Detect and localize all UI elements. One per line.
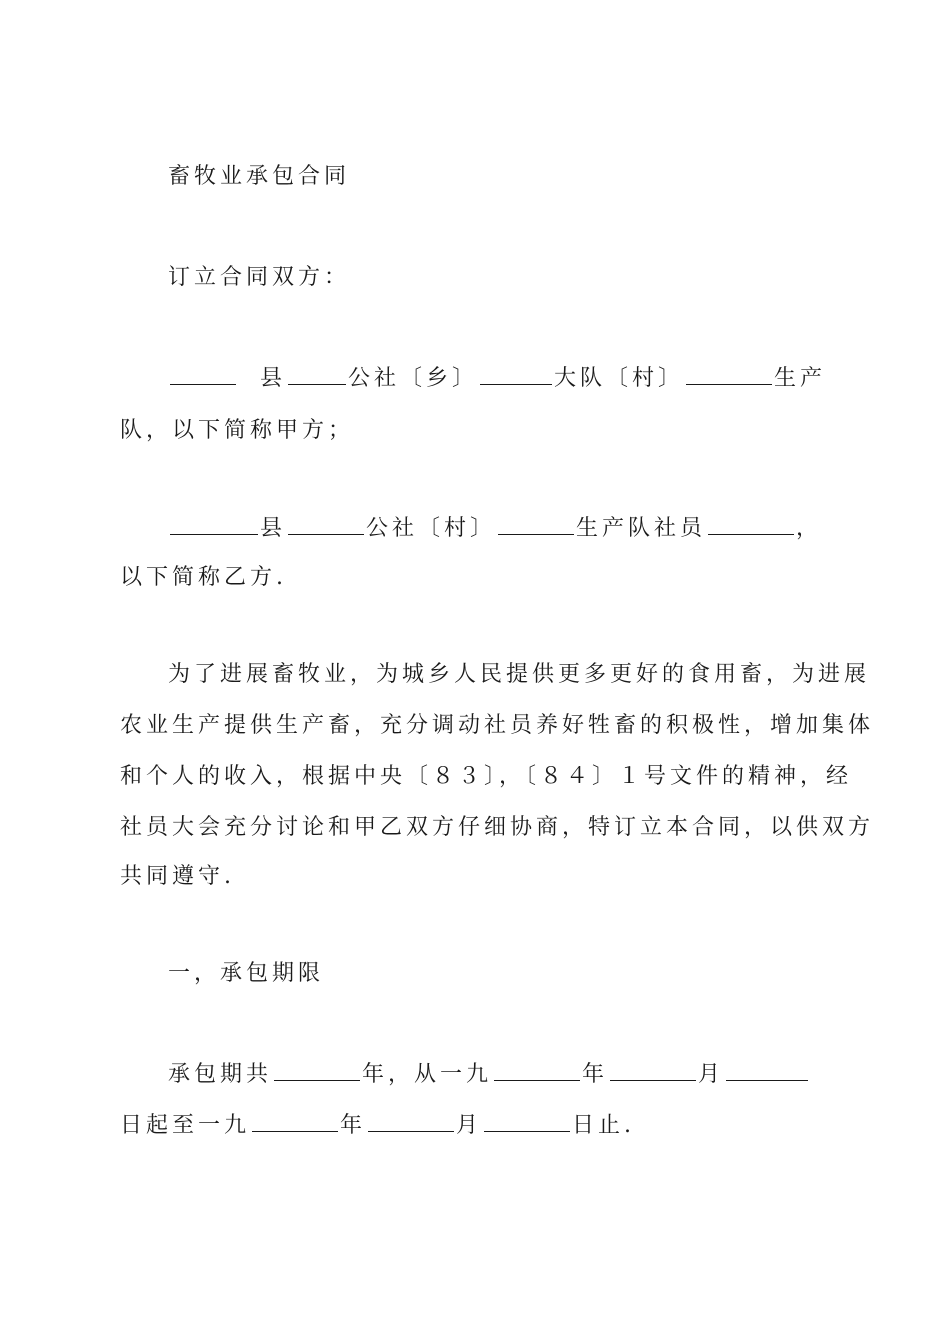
start-day-blank[interactable] [726, 1060, 808, 1081]
member-name-blank[interactable] [708, 514, 794, 535]
team-blank[interactable] [686, 364, 772, 385]
commune-blank[interactable] [288, 514, 364, 535]
end-month-blank[interactable] [368, 1111, 454, 1132]
team-blank[interactable] [498, 514, 574, 535]
party-b-team-label: 生产队社员 [576, 516, 707, 541]
party-a-line-2: 队，以下简称甲方； [120, 418, 355, 443]
section-1-heading: 一，承包期限 [168, 961, 325, 986]
party-b-comma: ， [796, 516, 823, 541]
party-b-line [168, 514, 822, 542]
term-label-g: 月 [456, 1113, 483, 1138]
end-year-blank[interactable] [252, 1111, 338, 1132]
term-label-h: 日止. [572, 1113, 636, 1138]
document-title: 畜牧业承包合同 [168, 164, 351, 189]
commune-blank[interactable] [288, 364, 346, 385]
start-month-blank[interactable] [610, 1060, 696, 1081]
parties-heading: 订立合同双方： [168, 265, 351, 290]
purpose-line-2: 农业生产提供生产畜，充分调动社员养好牲畜的积极性，增加集体 [120, 713, 875, 738]
party-a-commune-label: 公社〔乡〕 [348, 366, 479, 391]
term-label-d: 月 [698, 1062, 725, 1087]
start-year-blank[interactable] [494, 1060, 580, 1081]
brigade-blank[interactable] [480, 364, 552, 385]
purpose-line-1: 为了进展畜牧业，为城乡人民提供更多更好的食用畜，为进展 [168, 662, 871, 687]
term-label-a: 承包期共 [168, 1062, 273, 1087]
party-a-county-label: 县 [260, 366, 287, 391]
county-blank[interactable] [170, 514, 258, 535]
term-line-2 [120, 1111, 635, 1139]
party-b-commune-label: 公社〔村〕 [366, 516, 497, 541]
party-b-line-2: 以下简称乙方. [120, 565, 287, 590]
purpose-line-4: 社员大会充分讨论和甲乙双方仔细协商，特订立本合同，以供双方 [120, 815, 875, 840]
term-label-b: 年，从一九 [362, 1062, 493, 1087]
end-day-blank[interactable] [484, 1111, 570, 1132]
term-label-e: 日起至一九 [120, 1113, 251, 1138]
term-label-c: 年 [582, 1062, 609, 1087]
county-blank[interactable] [170, 364, 236, 385]
purpose-line-5: 共同遵守. [120, 864, 235, 889]
party-a-team-label: 生产 [774, 366, 827, 391]
party-b-county-label: 县 [260, 516, 287, 541]
term-line-1 [168, 1060, 810, 1088]
term-label-f: 年 [340, 1113, 367, 1138]
party-a-brigade-label: 大队〔村〕 [554, 366, 685, 391]
term-years-blank[interactable] [274, 1060, 360, 1081]
purpose-line-3: 和个人的收入，根据中央〔８３〕，〔８４〕１号文件的精神，经 [120, 764, 853, 789]
party-a-line [168, 364, 826, 392]
